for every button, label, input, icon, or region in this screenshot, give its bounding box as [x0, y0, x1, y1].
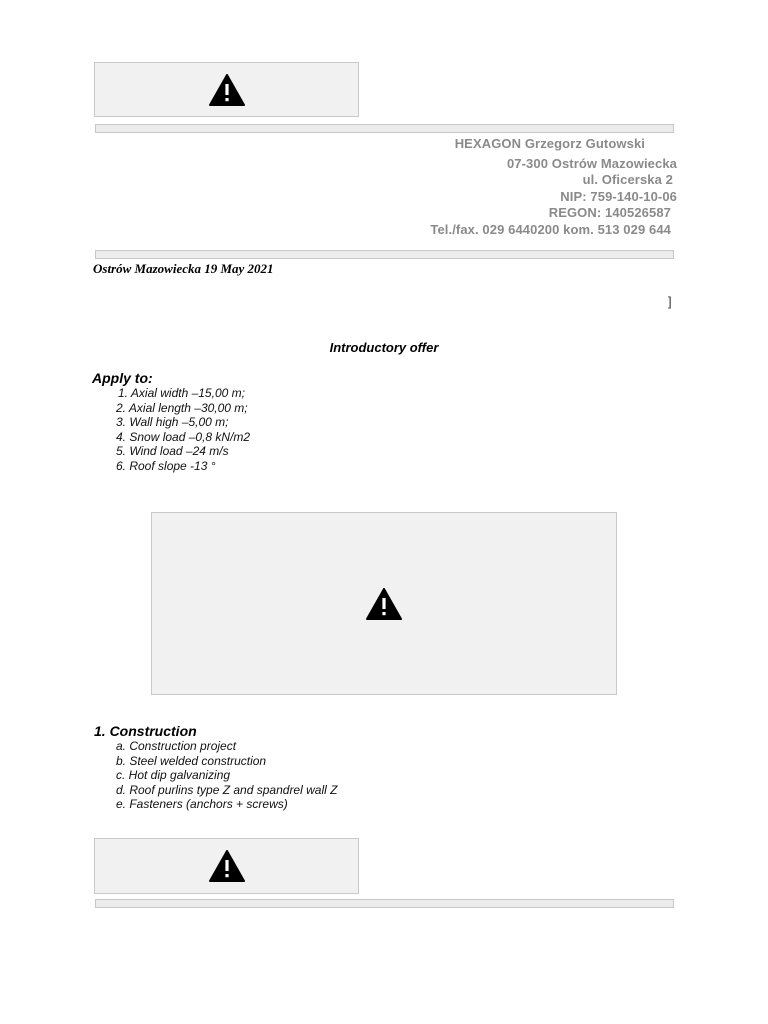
company-phone: Tel./fax. 029 6440200 kom. 513 029 644	[430, 222, 671, 237]
company-city: 07-300 Ostrów Mazowiecka	[506, 156, 677, 171]
company-nip: NIP: 759-140-10-06	[560, 189, 677, 204]
list-item: 6. Roof slope -13 °	[116, 458, 216, 473]
list-item: 2. Axial length –30,00 m;	[116, 400, 248, 415]
list-item: 4. Snow load –0,8 kN/m2	[116, 429, 251, 444]
apply-list	[116, 386, 250, 474]
date-line: Ostrów Mazowiecka 19 May 2021	[93, 261, 274, 276]
list-item: 3. Wall high –5,00 m;	[116, 415, 229, 430]
warning-icon	[209, 74, 245, 106]
list-item: 5. Wind load –24 m/s	[116, 444, 229, 459]
footer-image-placeholder	[94, 838, 359, 894]
divider-bar-top	[95, 124, 674, 133]
document-title: Introductory offer	[329, 340, 439, 355]
divider-bar-bottom	[95, 899, 674, 908]
list-item: c. Hot dip galvanizing	[116, 768, 231, 783]
list-item: 1. Axial width –15,00 m;	[118, 386, 245, 400]
bracket-mark: ]	[668, 294, 672, 309]
building-image-placeholder	[151, 512, 617, 695]
divider-bar-header	[95, 250, 674, 259]
list-item: a. Construction project	[116, 739, 237, 753]
company-street: ul. Oficerska 2	[582, 172, 673, 187]
list-item: b. Steel welded construction	[116, 753, 267, 768]
logo-image-placeholder	[94, 62, 359, 117]
list-item: d. Roof purlins type Z and spandrel wall Z	[116, 782, 338, 797]
apply-heading: Apply to:	[92, 370, 153, 386]
list-item: e. Fasteners (anchors + screws)	[116, 797, 288, 812]
company-name: HEXAGON Grzegorz Gutowski	[454, 136, 645, 151]
construction-heading: 1. Construction	[94, 723, 197, 739]
warning-icon	[366, 588, 402, 620]
construction-list	[116, 739, 337, 812]
company-regon: REGON: 140526587	[548, 205, 671, 220]
warning-icon	[209, 850, 245, 882]
